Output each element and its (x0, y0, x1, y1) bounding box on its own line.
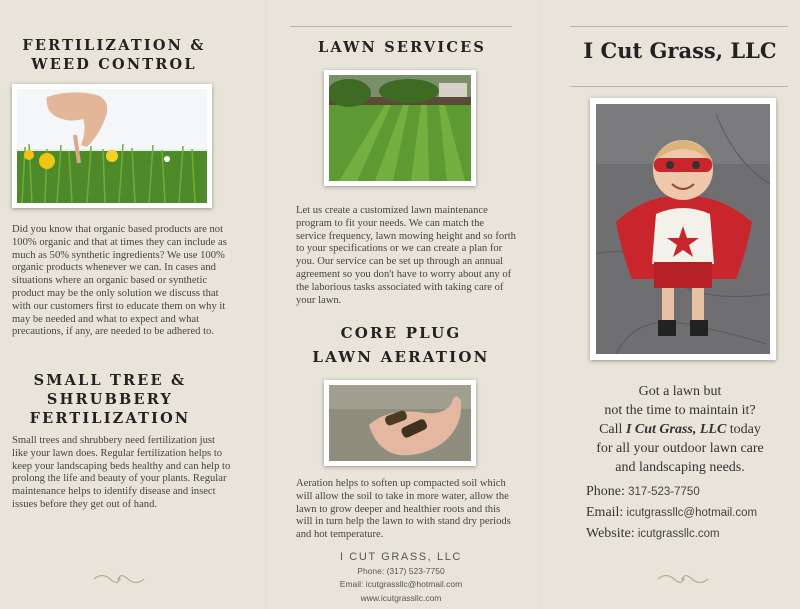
tree-heading (0, 371, 220, 428)
left-panel (0, 0, 262, 609)
footer-company: I CUT GRASS, LLC (340, 551, 462, 563)
email-value: icutgrassllc@hotmail.com (626, 507, 758, 519)
aeration-heading (272, 321, 530, 369)
tagline-line3 (560, 420, 800, 439)
footer-website: www.icutgrassllc.com (360, 593, 442, 603)
tagline (560, 382, 800, 477)
fold-line-left (266, 0, 268, 609)
phone-value: 317-523-7750 (628, 486, 700, 498)
title-rule (570, 86, 788, 87)
superhero-kid-photo (590, 98, 776, 360)
contact-phone (586, 484, 700, 500)
aeration-photo (324, 380, 476, 466)
aeration-heading-line2: LAWN AERATION (312, 348, 490, 366)
contact-email (586, 505, 757, 521)
top-rule-right (570, 26, 788, 27)
middle-panel (272, 0, 534, 609)
fertilization-heading (0, 36, 228, 74)
top-rule (290, 26, 512, 27)
contact-website (586, 526, 720, 542)
fold-line-right (540, 0, 542, 609)
lawn-photo (324, 70, 476, 186)
dandelion-hand-image (17, 89, 207, 203)
dandelion-photo (12, 84, 212, 208)
fertilization-heading-line2: WEED CONTROL (31, 56, 197, 73)
tagline-company: I Cut Grass, LLC (625, 422, 727, 437)
tree-heading-line3: FERTILIZATION (29, 410, 191, 427)
phone-label: Phone: (586, 484, 625, 499)
tree-body: Small trees and shrubbery need fertilization just like your lawn does. Regular fertilization helps to keep your landscaping beds healthy and can help to prolong the life and beauty of your plants. Regular maintenance helps to identify disease and insect issues before they get out of hand. (12, 435, 231, 510)
tagline-line4: for all your outdoor lawn care (596, 441, 764, 456)
lawn-services-heading: LAWN SERVICES (317, 39, 487, 56)
right-panel (560, 0, 800, 609)
company-title: I Cut Grass, LLC (583, 38, 777, 63)
fertilization-body: Did you know that organic based products are not 100% organic and that at times they can include as much as 50% synthetic ingredients? We use 100% organic products whenever we can. In cases and situations where an organic based or synthetic product may be the only solution we discuss that with our customers first to educate them on why it may be needed and what to expect and what precautions, if any, are needed to be adhered to. (12, 224, 227, 338)
mowed-lawn-image (329, 75, 471, 181)
tree-heading-line1: SMALL TREE & (33, 372, 187, 389)
tagline-line2: not the time to maintain it? (604, 403, 756, 418)
footer-phone: Phone: (317) 523-7750 (357, 566, 445, 576)
flourish-ornament-icon-right (656, 572, 710, 586)
tagline-line1: Got a lawn but (638, 384, 722, 399)
tagline-line5: and landscaping needs. (615, 460, 745, 475)
tagline-today: today (729, 422, 761, 437)
flourish-ornament-icon (92, 572, 146, 586)
tree-heading-line2: SHRUBBERY (46, 391, 174, 408)
superhero-kid-image (596, 104, 770, 354)
website-label: Website: (586, 526, 635, 541)
email-label: Email: (586, 505, 624, 520)
soil-plugs-hand-image (329, 385, 471, 461)
tagline-call: Call (599, 422, 623, 437)
lawn-services-body: Let us create a customized lawn maintenance program to fit your needs. We can match the service frequency, lawn mowing height and so forth to your specifications or we can create a plan for you. Our service can be set up through an annual agreement so you don't have to worry about any of the laborious tasks associated with taking care of your lawn. (296, 205, 516, 306)
footer-email: Email: icutgrassllc@hotmail.com (339, 579, 463, 589)
aeration-heading-line1: CORE PLUG (340, 324, 462, 342)
fertilization-heading-line1: FERTILIZATION & (22, 37, 206, 54)
aeration-body: Aeration helps to soften up compacted soil which will allow the soil to take in more water, allow the lawn to grow deeper and healthier roots and this will in turn help the lawn to with stand dry periods and hot temperature. (296, 478, 511, 541)
website-value: icutgrassllc.com (637, 528, 720, 540)
